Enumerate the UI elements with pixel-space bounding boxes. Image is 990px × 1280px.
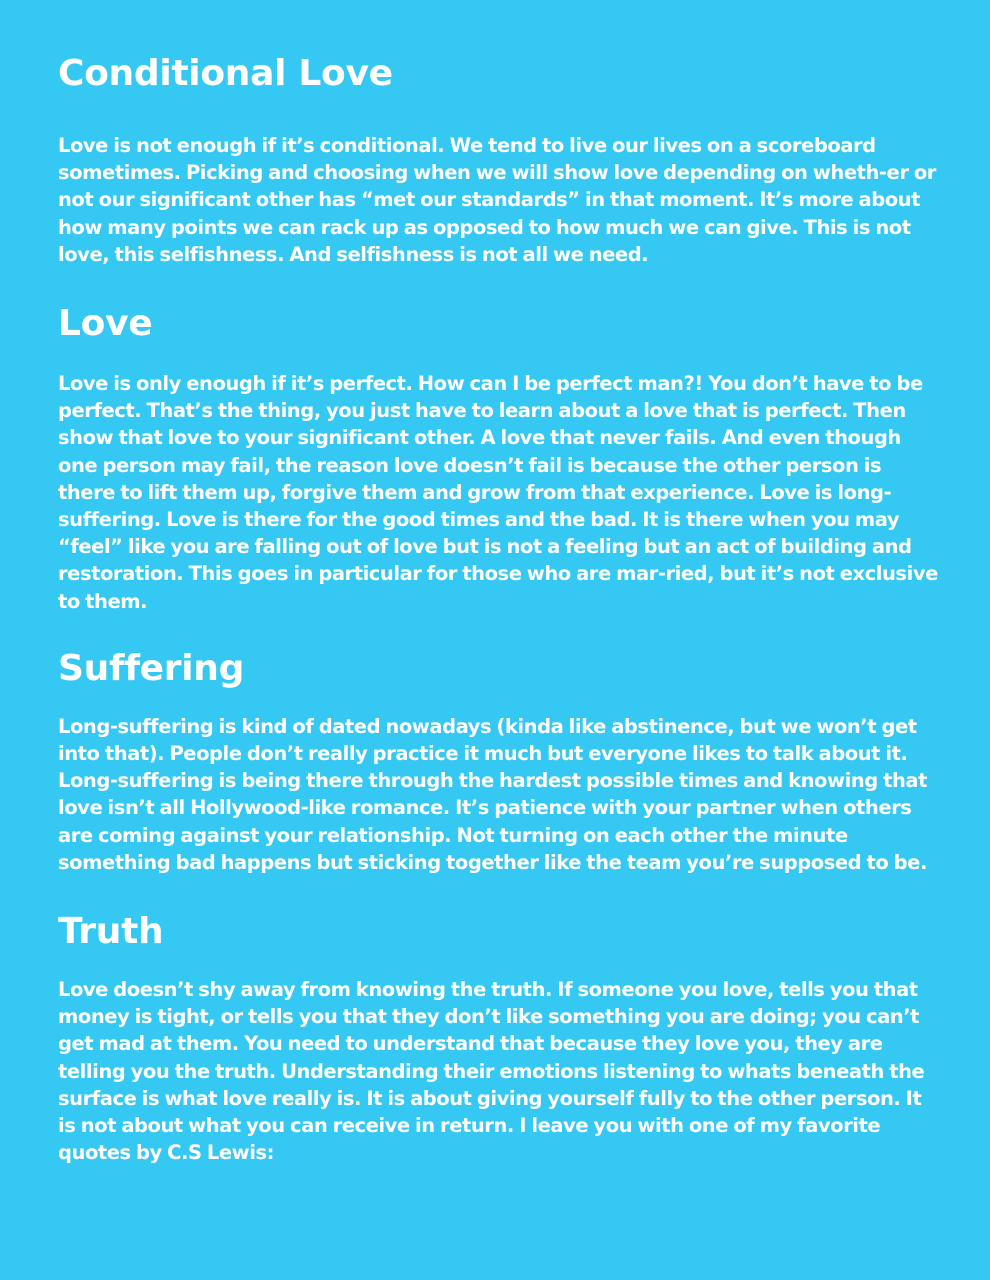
section-truth [58,910,938,1166]
section-paragraph: Love is not enough if it’s conditional. We tend to live our lives on a scoreboard sometimes. Picking and choosing when we will show love depending on wheth-er or not our significant other has “met our standards” in that moment. It’s more about how many points we can rack up as opposed to how much we can give. This is not love, this selfishness. And selfishness is not all we need. [58,134,936,266]
section-love [58,302,938,615]
section-heading: Truth [58,911,164,953]
section-paragraph: Love is only enough if it’s perfect. How can I be perfect man?! You don’t have to be perfect. That’s the thing, you just have to learn about a love that is perfect. Then show that love to your significant other. A love that never fails. And even though one person may fail, the reason love doesn’t fail is because the other person is there to lift them up, forgive them and grow from that experience. Love is long-suffering. Love is there for the good times and the bad. It is there when you may “feel” like you are falling out of love but is not a feeling but an act of building and restoration. This goes in particular for those who are mar-ried, but it’s not exclusive to them. [58,372,938,613]
section-conditional-love [58,52,938,268]
section-heading: Suffering [58,647,245,689]
article [58,52,938,1166]
section-suffering [58,647,938,876]
section-heading: Love [58,303,153,345]
section-paragraph: Long-suffering is kind of dated nowadays (kinda like abstinence, but we won’t get into that). People don’t really practice it much but everyone likes to talk about it. Long-suffering is being there through the hardest possible times and knowing that love isn’t all Hollywood-like romance. It’s patience with your partner when others are coming against your relationship. Not turning on each other the minute something bad happens but sticking together like the team you’re supposed to be. [58,714,927,874]
section-heading: Conditional Love [58,53,393,94]
section-paragraph: Love doesn’t shy away from knowing the truth. If someone you love, tells you that money is tight, or tells you that they don’t like something you are doing; you can’t get mad at them. You need to understand that because they love you, they are telling you the truth. Understanding their emotions listening to whats beneath the surface is what love really is. It is about giving yourself fully to the other person. It is not about what you can receive in return. I leave you with one of my favorite quotes by C.S Lewis: [58,978,925,1165]
